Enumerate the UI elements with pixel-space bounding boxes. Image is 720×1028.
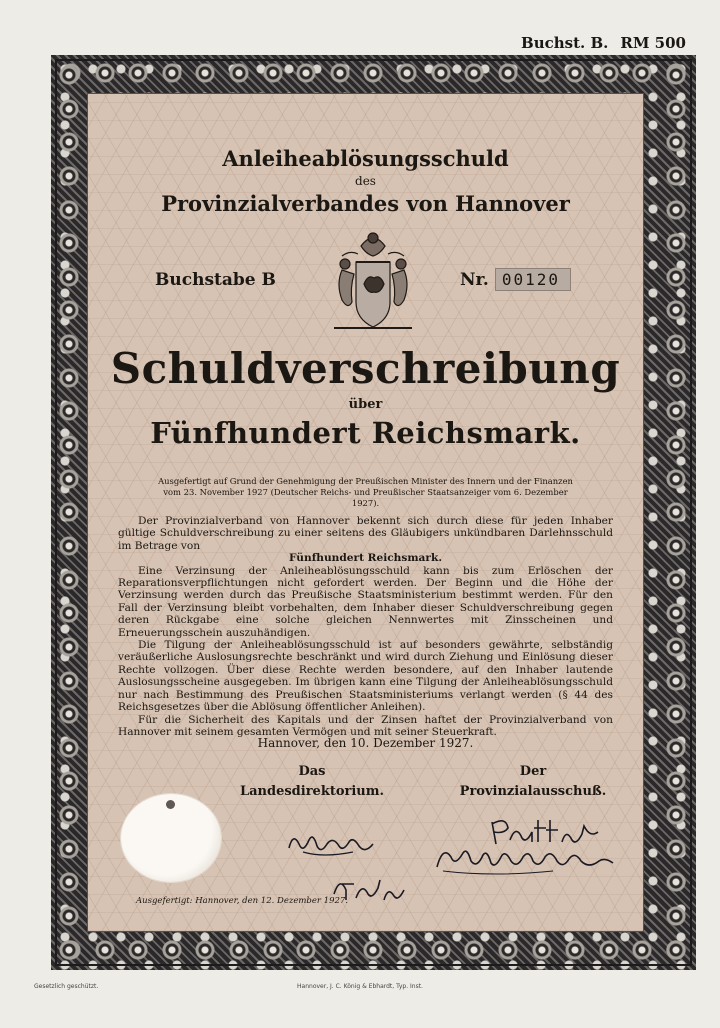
authorization-line-2: vom 23. November 1927 (Deutscher Reichs- und Preußischer Staatsanzeiger vom 6. Dezember 1927). — [163, 487, 568, 508]
corner-series: Buchst. B. — [521, 34, 609, 52]
issuer-connector: des — [355, 174, 376, 188]
border-right-ornaments — [664, 63, 690, 962]
amount-heading: Fünfhundert Reichsmark. — [150, 416, 581, 450]
border-left-ornaments — [57, 63, 83, 962]
serial-number-label: Nr. — [460, 269, 489, 290]
signatory-right-article: Der — [519, 764, 547, 779]
terms-paragraph-3: Die Tilgung der Anleiheablösungsschuld ist auf besonders gewährte, selbständig veräußerliche Auslosungsrechte beschränkt und wird durch Ziehung und Einlösung dieser Rechte vollzogen. Über diese Rechte werden besondere, auf den Inhaber lautende Auslosungsscheine ausgegeben. Im übrigen kann eine Tilgung der Anleiheablösungsschuld nur nach Bestimmung des Preußischen Staatsministeriums verlangt werden (§ 44 des Reichsgesetzes über die Ablösung öffentlicher Anleihen). — [118, 639, 613, 714]
certificate-panel — [87, 93, 644, 932]
series-label: Buchstabe B — [155, 270, 276, 290]
coat-of-arms-icon — [328, 224, 418, 339]
footer-printer: Hannover, J. C. König & Ebhardt, Typ. Inst. — [297, 983, 423, 990]
border-top-ornaments — [59, 61, 688, 87]
border-bottom-ornaments — [59, 938, 688, 964]
serial-number-value: 00120 — [495, 268, 571, 291]
seal-punch-hole — [166, 800, 175, 809]
place-and-date: Hannover, den 10. Dezember 1927. — [257, 736, 474, 750]
signatory-left-body: Landesdirektorium. — [239, 784, 385, 799]
signature-issuer — [328, 870, 408, 906]
amount-in-words: Fünfhundert Reichsmark. — [288, 552, 443, 565]
issuer-name: Anleiheablösungsschuld — [222, 146, 509, 171]
issuer-organization: Provinzialverbandes von Hannover — [161, 191, 570, 216]
authorization-note — [88, 476, 643, 509]
title-connector: über — [348, 397, 383, 412]
corner-denomination: RM 500 — [620, 34, 686, 52]
signature-left — [283, 824, 393, 864]
signatory-left-article: Das — [298, 764, 326, 779]
issued-note: Ausgefertigt: Hannover, den 12. Dezember 1927. — [136, 896, 349, 906]
corner-denomination-tag — [521, 34, 686, 52]
terms-paragraph-1: Der Provinzialverband von Hannover bekennt sich durch diese für jeden Inhaber gültige Schuldverschreibung zu einer seitens des Gläubigers unkündbaren Darlehnsschuld im Betrage von — [118, 515, 613, 552]
terms-paragraph-4: Für die Sicherheit des Kapitals und der Zinsen haftet der Provinzialverband von Hannover mit seinem gesamten Vermögen und mit seiner Steuerkraft. — [118, 713, 613, 738]
terms-paragraph-2: Eine Verzinsung der Anleiheablösungsschuld kann bis zum Erlöschen der Reparationsverpflichtungen nicht gefordert werden. Der Beginn und die Höhe der Verzinsung werden durch das Preußische Staatsministerium bestimmt werden. Für den Fall der Verzinsung bleibt vorbehalten, dem Inhaber dieser Schuldverschreibung gegen deren Rückgabe eine solche gleichen Nennwertes mit Zinsscheinen und Erneuerungsschein auszuhändigen. — [118, 564, 613, 639]
signature-right-lower — [433, 839, 623, 879]
signatory-right-body: Provinzialausschuß. — [459, 784, 607, 799]
authorization-line-1: Ausgefertigt auf Grund der Genehmigung der Preußischen Minister des Innern und der Finanzen — [158, 476, 573, 486]
document-title: Schuldverschreibung — [110, 344, 621, 393]
footer-legal-note: Gesetzlich geschützt. — [34, 983, 99, 990]
serial-number — [460, 268, 571, 291]
terms-body — [118, 515, 613, 738]
